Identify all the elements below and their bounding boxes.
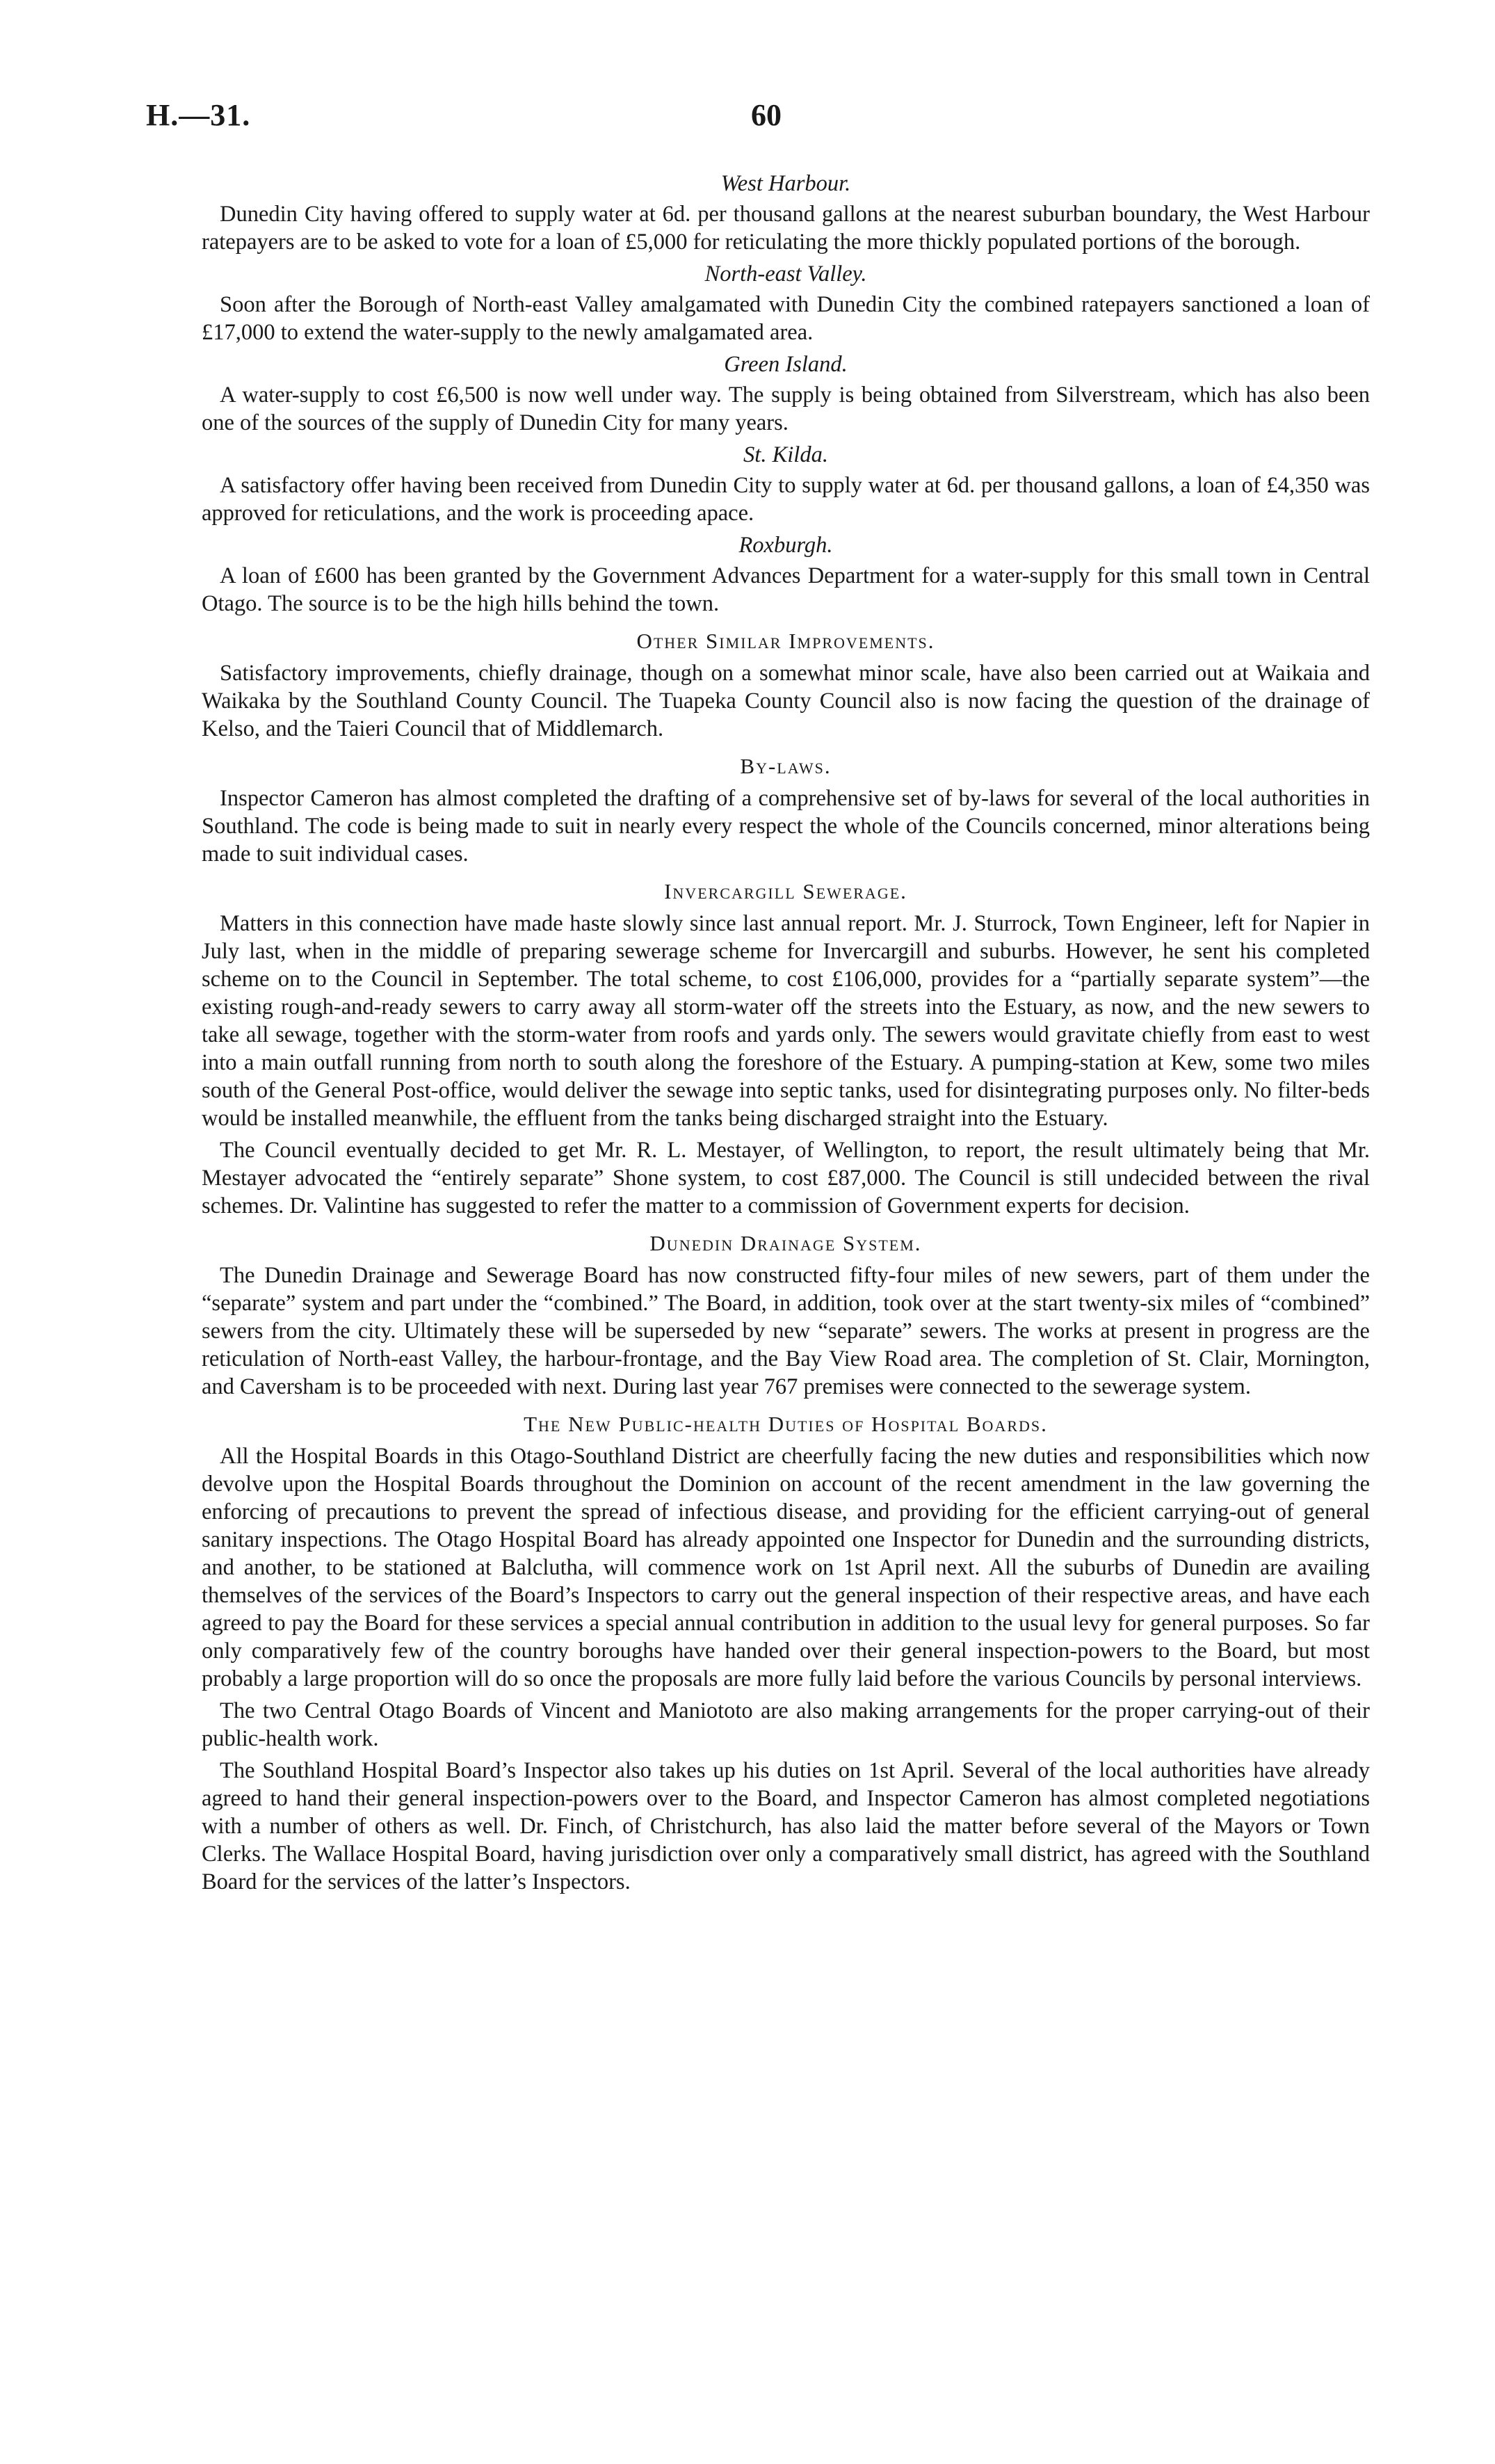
section [202, 1410, 1370, 1896]
paragraph: A water-supply to cost £6,500 is now well under way. The supply is being obtained from Silverstream, which has also been one of the sources of the supply of Dunedin City for many years. [202, 383, 1370, 435]
section [202, 260, 1370, 346]
document-body [202, 166, 1370, 1896]
paragraph: The Council eventually decided to get Mr. R. L. Mestayer, of Wellington, to report, the result ultimately being that Mr. Mestayer advocated the “entirely separate” Shone system, to cost £87,000. The Council is still undecided between the rival schemes. Dr. Valintine has suggested to refer the matter to a commission of Government experts for decision. [202, 1138, 1370, 1218]
paragraph: The two Central Otago Boards of Vincent and Maniototo are also making arrangements for the proper carrying-out of their public-health work. [202, 1698, 1370, 1751]
section-heading: Invercargill Sewerage. [664, 879, 907, 903]
section-heading: The New Public-health Duties of Hospital Boards. [524, 1412, 1048, 1436]
section [202, 752, 1370, 868]
section [202, 531, 1370, 618]
section-heading: St. Kilda. [743, 442, 828, 467]
section [202, 1230, 1370, 1401]
section [202, 627, 1370, 743]
paragraph: All the Hospital Boards in this Otago-Southland District are cheerfully facing the new duties and responsibilities which now devolve upon the Hospital Boards throughout the Dominion on account of the recent amendment in the law governing the enforcing of precautions to prevent the spread of infectious disease, and providing for the efficient carrying-out of general sanitary inspections. The Otago Hospital Board has already appointed one Inspector for Dunedin and the surrounding districts, and another, to be stationed at Balclutha, will commence work on 1st April next. All the suburbs of Dunedin are availing themselves of the services of the Board’s Inspectors to carry out the general inspection of their respective areas, and have each agreed to pay the Board for these services a special annual contribution in addition to the usual levy for general purposes. So far only comparatively few of the country boroughs have handed over their general inspection-powers to the Board, but most probably a large proportion will do so once the proposals are more fully laid before the various Councils by personal interviews. [202, 1444, 1370, 1691]
paragraph: A loan of £600 has been granted by the Government Advances Department for a water-supply for this small town in Central Otago. The source is to be the high hills behind the town. [202, 563, 1370, 616]
page-header [146, 97, 1370, 139]
section-heading: By-laws. [740, 754, 832, 778]
page-number: 60 [751, 98, 782, 132]
document-reference: H.—31. [146, 98, 251, 132]
section-heading: Dunedin Drainage System. [649, 1231, 922, 1255]
paragraph: Inspector Cameron has almost completed the drafting of a comprehensive set of by-laws for several of the local authorities in Southland. The code is being made to suit in nearly every respect the whole of the Councils concerned, minor alterations being made to suit individual cases. [202, 786, 1370, 867]
paragraph: Soon after the Borough of North-east Valley amalgamated with Dunedin City the combined ratepayers sanctioned a loan of £17,000 to extend the water-supply to the newly amalgamated area. [202, 292, 1370, 345]
paragraph: Dunedin City having offered to supply water at 6d. per thousand gallons at the nearest suburban boundary, the West Harbour ratepayers are to be asked to vote for a loan of £5,000 for reticulating the more thickly populated portions of the borough. [202, 202, 1370, 255]
section [202, 878, 1370, 1220]
section-heading: North-east Valley. [704, 261, 867, 287]
paragraph: A satisfactory offer having been received from Dunedin City to supply water at 6d. per thousand gallons, a loan of £4,350 was approved for reticulations, and the work is proceeding apace. [202, 473, 1370, 526]
section-heading: Green Island. [724, 352, 848, 377]
section-heading: Other Similar Improvements. [636, 629, 935, 653]
section-heading: Roxburgh. [738, 533, 833, 558]
section [202, 441, 1370, 527]
paragraph: The Dunedin Drainage and Sewerage Board has now constructed fifty-four miles of new sewers, part of them under the “separate” system and part under the “combined.” The Board, in addition, took over at the start twenty-six miles of “combined” sewers from the city. Ultimately these will be superseded by new “separate” sewers. The works at present in progress are the reticulation of North-east Valley, the harbour-frontage, and the Bay View Road area. The completion of St. Clair, Mornington, and Caversham is to be proceeded with next. During last year 767 premises were connected to the sewerage system. [202, 1263, 1370, 1399]
paragraph: Matters in this connection have made haste slowly since last annual report. Mr. J. Sturrock, Town Engineer, left for Napier in July last, when in the middle of preparing sewerage scheme for Invercargill and suburbs. However, he sent his completed scheme on to the Council in September. The total scheme, to cost £106,000, provides for a “partially separate system”—the existing rough-and-ready sewers to carry away all storm-water off the streets into the Estuary, as now, and the new sewers to take all sewage, together with the storm-water from roofs and yards only. The sewers would gravitate chiefly from east to west into a main outfall running from north to south along the foreshore of the Estuary. A pumping-station at Kew, some two miles south of the General Post-office, would deliver the sewage into septic tanks, used for disintegrating purposes only. No filter-beds would be installed meanwhile, the effluent from the tanks being discharged straight into the Estuary. [202, 911, 1370, 1131]
section [202, 351, 1370, 437]
paragraph: Satisfactory improvements, chiefly drainage, though on a somewhat minor scale, have also been carried out at Waikaia and Waikaka by the Southland County Council. The Tuapeka County Council also is now facing the question of the drainage of Kelso, and the Taieri Council that of Middlemarch. [202, 661, 1370, 741]
paragraph: The Southland Hospital Board’s Inspector also takes up his duties on 1st April. Several of the local authorities have already agreed to hand their general inspection-powers over to the Board, and Inspector Cameron has almost completed negotiations with a number of others as well. Dr. Finch, of Christchurch, has also laid the matter before several of the Mayors or Town Clerks. The Wallace Hospital Board, having jurisdiction over only a comparatively small district, has agreed with the Southland Board for the services of the latter’s Inspectors. [202, 1758, 1370, 1894]
section [202, 170, 1370, 256]
section-heading: West Harbour. [720, 171, 851, 196]
